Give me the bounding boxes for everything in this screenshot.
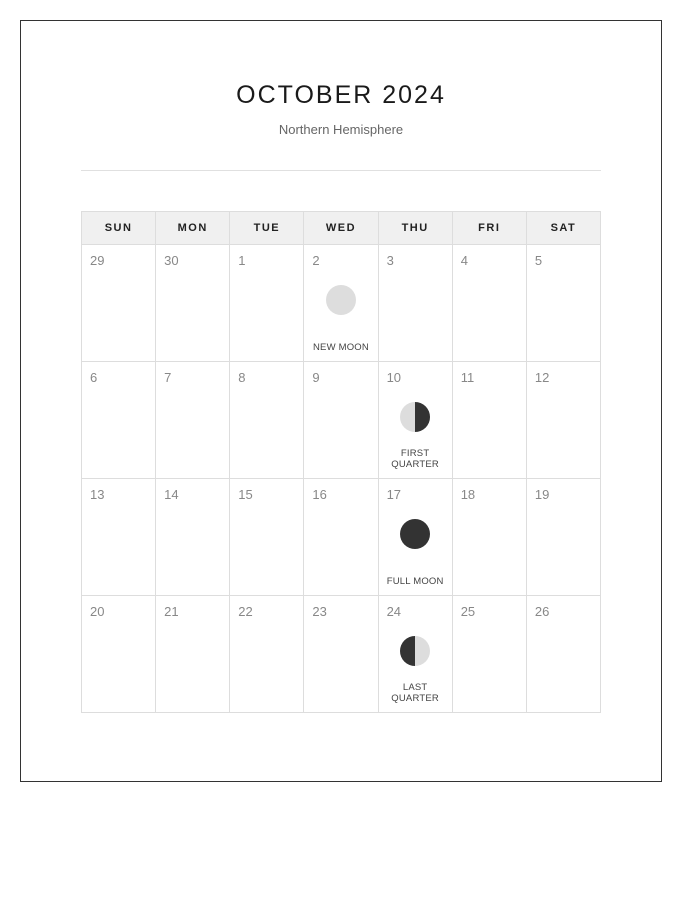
- day-cell[interactable]: [452, 479, 526, 596]
- day-number: 21: [164, 604, 179, 619]
- moon-phase-label-line: FIRST: [400, 448, 430, 459]
- day-cell[interactable]: [378, 245, 452, 362]
- weekday-header-row: [82, 212, 601, 245]
- day-cell[interactable]: [230, 245, 304, 362]
- day-cell[interactable]: [378, 479, 452, 596]
- day-number: 25: [460, 604, 476, 619]
- weekday-header-thu: THU: [378, 212, 452, 245]
- page-subtitle: Northern Hemisphere: [278, 122, 404, 137]
- day-number: 22: [238, 604, 253, 619]
- day-number: 6: [90, 370, 98, 385]
- weekday-header-sun: SUN: [82, 212, 156, 245]
- day-cell[interactable]: [304, 362, 378, 479]
- day-cell[interactable]: [526, 596, 600, 713]
- moon-phase-label: [304, 342, 377, 353]
- day-cell[interactable]: [304, 596, 378, 713]
- day-number: 9: [312, 370, 320, 385]
- moon-phase-label: [379, 448, 452, 470]
- moon-phase-label-line: QUARTER: [391, 693, 439, 704]
- day-number: 11: [460, 370, 475, 385]
- day-number: 14: [164, 487, 179, 502]
- calendar-body: [82, 245, 601, 713]
- weekday-header-mon: MON: [156, 212, 230, 245]
- moon-phase-label-line: QUARTER: [391, 459, 439, 470]
- day-number: 17: [386, 487, 402, 502]
- day-number: 16: [312, 487, 327, 502]
- moon-phase-label-line: LAST: [402, 682, 428, 693]
- week-row: [82, 596, 601, 713]
- day-cell[interactable]: [230, 479, 304, 596]
- day-number: 20: [90, 604, 105, 619]
- day-number: 1: [238, 253, 246, 268]
- day-number: 5: [534, 253, 543, 268]
- day-cell[interactable]: [452, 362, 526, 479]
- day-number: 4: [460, 253, 468, 268]
- day-number: 24: [386, 604, 402, 619]
- day-number: 23: [312, 604, 327, 619]
- full-moon-icon: [400, 519, 430, 549]
- weekday-header-tue: TUE: [230, 212, 304, 245]
- day-cell[interactable]: [378, 362, 452, 479]
- day-cell[interactable]: [452, 596, 526, 713]
- week-row: [82, 479, 601, 596]
- day-cell[interactable]: [156, 479, 230, 596]
- moon-phase-label-line: FULL MOON: [386, 576, 444, 587]
- day-cell[interactable]: [82, 245, 156, 362]
- day-number: 7: [164, 370, 172, 385]
- day-cell[interactable]: [526, 362, 600, 479]
- day-number: 12: [534, 370, 550, 385]
- week-row: [82, 245, 601, 362]
- calendar-page: [20, 20, 662, 782]
- new-moon-icon: [326, 285, 356, 315]
- day-number: 26: [534, 604, 550, 619]
- weekday-header-fri: FRI: [452, 212, 526, 245]
- day-cell[interactable]: [156, 245, 230, 362]
- day-cell[interactable]: [156, 362, 230, 479]
- day-cell[interactable]: [526, 479, 600, 596]
- moon-phase-label: [379, 682, 452, 704]
- day-number: 8: [238, 370, 246, 385]
- moon-phase-label: [379, 576, 452, 587]
- calendar-grid: [81, 211, 601, 713]
- last-quarter-icon: [400, 636, 430, 666]
- day-cell[interactable]: [526, 245, 600, 362]
- day-cell[interactable]: [156, 596, 230, 713]
- day-cell[interactable]: [82, 596, 156, 713]
- first-quarter-icon: [400, 402, 430, 432]
- day-number: 13: [90, 487, 105, 502]
- week-row: [82, 362, 601, 479]
- day-cell[interactable]: [452, 245, 526, 362]
- day-cell[interactable]: [230, 362, 304, 479]
- page-title: OCTOBER 2024: [236, 81, 446, 109]
- day-number: 10: [386, 370, 402, 385]
- day-number: 2: [312, 253, 320, 268]
- day-cell[interactable]: [230, 596, 304, 713]
- day-cell[interactable]: [378, 596, 452, 713]
- day-number: 18: [460, 487, 476, 502]
- weekday-header-sat: SAT: [526, 212, 600, 245]
- day-cell[interactable]: [82, 362, 156, 479]
- day-cell[interactable]: [304, 245, 378, 362]
- day-number: 19: [534, 487, 550, 502]
- day-cell[interactable]: [304, 479, 378, 596]
- day-number: 30: [164, 253, 179, 268]
- day-cell[interactable]: [82, 479, 156, 596]
- moon-phase-label-line: NEW MOON: [313, 342, 369, 353]
- day-number: 29: [90, 253, 105, 268]
- title-divider: [81, 170, 601, 171]
- day-number: 3: [386, 253, 394, 268]
- weekday-header-wed: WED: [304, 212, 378, 245]
- day-number: 15: [238, 487, 253, 502]
